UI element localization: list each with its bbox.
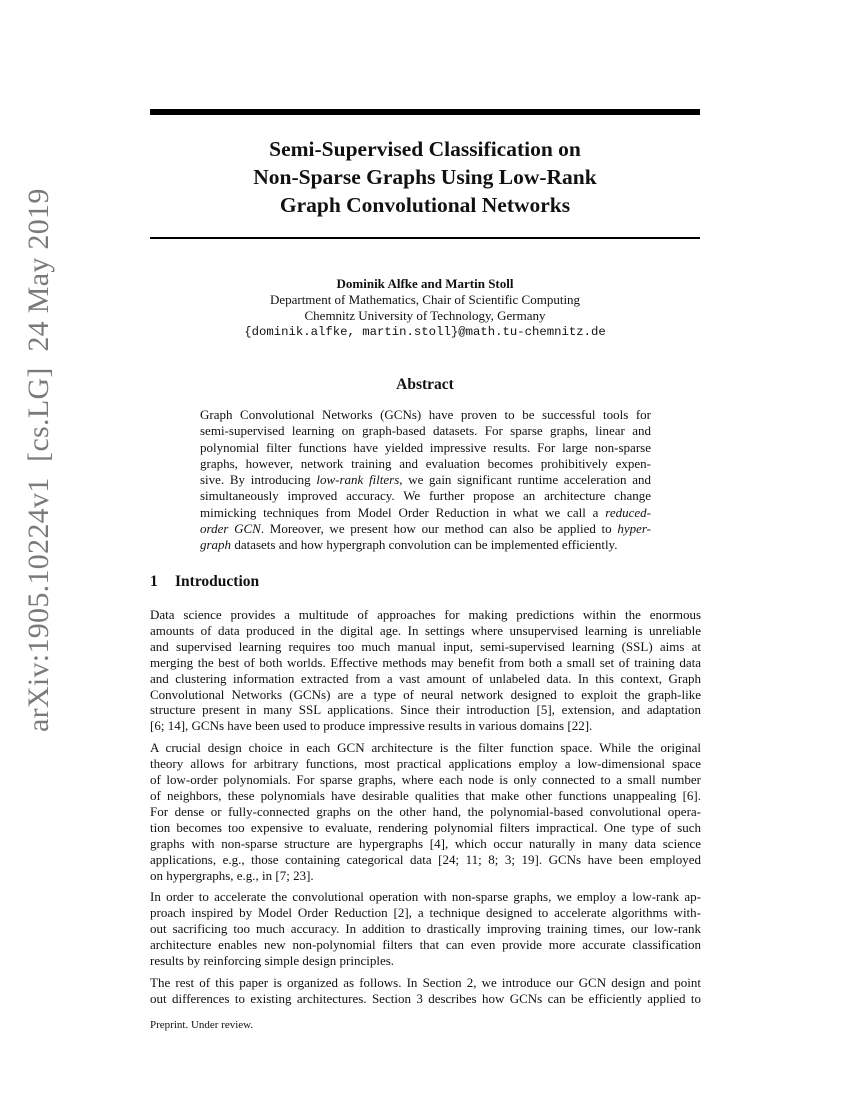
text-line: theory allows for arbitrary functions, most practical applications employ a low-dimensional space — [150, 756, 701, 772]
section-heading-introduction — [150, 573, 259, 591]
arxiv-sidebar-stamp — [22, 188, 56, 732]
affiliation-line: Department of Mathematics, Chair of Scientific Computing — [269, 292, 581, 307]
abstract-line: simultaneously improved accuracy. We further propose an architecture change — [200, 488, 651, 504]
section-number: 1 — [150, 573, 158, 590]
abstract-line: graphs, however, network training and evaluation becomes prohibitively expen- — [200, 455, 651, 471]
abstract-line: polynomial filter functions have yielded impressive results. For large non-sparse — [200, 439, 651, 455]
paragraph — [150, 889, 701, 969]
abstract-line: order GCN. Moreover, we present how our method can also be applied to hyper- — [200, 521, 651, 537]
arxiv-id: arXiv:1905.10224v1 — [22, 477, 55, 732]
preprint-footer: Preprint. Under review. — [150, 1019, 254, 1031]
title-line: Semi-Supervised Classification on — [269, 137, 581, 161]
text-line: graphs with non-sparse structure are hypergraphs [4], which occur naturally in many data science — [150, 835, 701, 851]
text-line: For dense or fully-connected graphs on the other hand, the polynomial-based convolutional opera- — [150, 803, 701, 819]
paragraph — [150, 607, 701, 734]
abstract-line: graph datasets and how hypergraph convolution can be implemented efficiently. — [200, 537, 618, 553]
text-line: The rest of this paper is organized as follows. In Section 2, we introduce our GCN design and point — [150, 974, 701, 990]
abstract-body — [200, 407, 651, 554]
section-title: Introduction — [175, 573, 260, 590]
text-line: Convolutional Networks (GCNs) are a type of neural network designed to exploit the graph-like — [150, 686, 701, 702]
title-bottom-rule — [150, 237, 700, 239]
introduction-body — [150, 607, 701, 1013]
text-line: architecture enables new non-polynomial filters that can even provide more accurate classification — [150, 937, 701, 953]
text-line: Data science provides a multitude of approaches for making predictions within the enormous — [150, 607, 701, 622]
abstract-line: semi-supervised learning on graph-based datasets. For sparse graphs, linear and — [200, 423, 651, 439]
text-line: merging the best of both worlds. Effective methods may benefit from both a small set of training data — [150, 654, 701, 670]
author-names: Dominik Alfke and Martin Stoll — [336, 276, 514, 291]
text-line: out differences to existing architectures. Section 3 describes how GCNs can be efficiently applied to — [150, 990, 701, 1006]
text-line: tion becomes too expensive to evaluate, rendering polynomial filters impractical. One type of such — [150, 819, 701, 835]
text-line: results by reinforcing simple design principles. — [150, 953, 395, 969]
text-line: [6; 14], GCNs have been used to produce impressive results in various domains [22]. — [150, 718, 593, 734]
title-line: Graph Convolutional Networks — [279, 193, 571, 217]
paragraph — [150, 740, 701, 883]
text-line: structure present in many SSL applications. Since their introduction [5], extension, and adaptation — [150, 702, 701, 718]
text-line: amounts of data produced in the digital age. In settings where unsupervised learning is unreliable — [150, 622, 701, 638]
paper-title — [150, 135, 700, 219]
text-line: out sacrificing too much accuracy. In addition to drastically improving training times, our low-rank — [150, 921, 701, 937]
title-line: Non-Sparse Graphs Using Low-Rank — [253, 165, 597, 189]
text-line: of neighbors, these polynomials have desirable qualities that make other functions unappealing [6]. — [150, 787, 701, 803]
text-line: A crucial design choice in each GCN architecture is the filter function space. While the original — [150, 740, 701, 756]
abstract-line: sive. By introducing low-rank filters, we gain significant runtime acceleration and — [200, 472, 651, 488]
text-line: proach inspired by Model Order Reduction [2], a technique designed to accelerate algorithms with- — [150, 905, 701, 921]
author-email: {dominik.alfke, martin.stoll}@math.tu-chemnitz.de — [244, 325, 606, 339]
arxiv-category: [cs.LG] — [22, 367, 55, 462]
text-line: In order to accelerate the convolutional operation with non-sparse graphs, we employ a low-rank ap- — [150, 889, 701, 905]
abstract-line: Graph Convolutional Networks (GCNs) have proven to be successful tools for — [200, 407, 651, 422]
title-top-rule — [150, 109, 700, 115]
text-line: on hypergraphs, e.g., in [7; 23]. — [150, 867, 314, 883]
arxiv-date: 24 May 2019 — [22, 188, 55, 352]
text-line: and supervised learning requires too much manual input, semi-supervised learning (SSL) aims at — [150, 638, 701, 654]
abstract-line: mimicking techniques from Model Order Reduction in what we call a reduced- — [200, 504, 651, 520]
author-block — [150, 276, 700, 340]
text-line: and clustering information extracted from a vast amount of unlabeled data. In this context, Graph — [150, 670, 701, 686]
affiliation-line: Chemnitz University of Technology, Germany — [304, 308, 546, 323]
text-line: of low-order polynomials. For sparse graphs, where each node is only connected to a small number — [150, 772, 701, 788]
text-line: applications, e.g., those containing categorical data [24; 11; 8; 3; 19]. GCNs have been employed — [150, 851, 701, 867]
paragraph — [150, 975, 701, 1007]
abstract-heading: Abstract — [396, 376, 454, 393]
